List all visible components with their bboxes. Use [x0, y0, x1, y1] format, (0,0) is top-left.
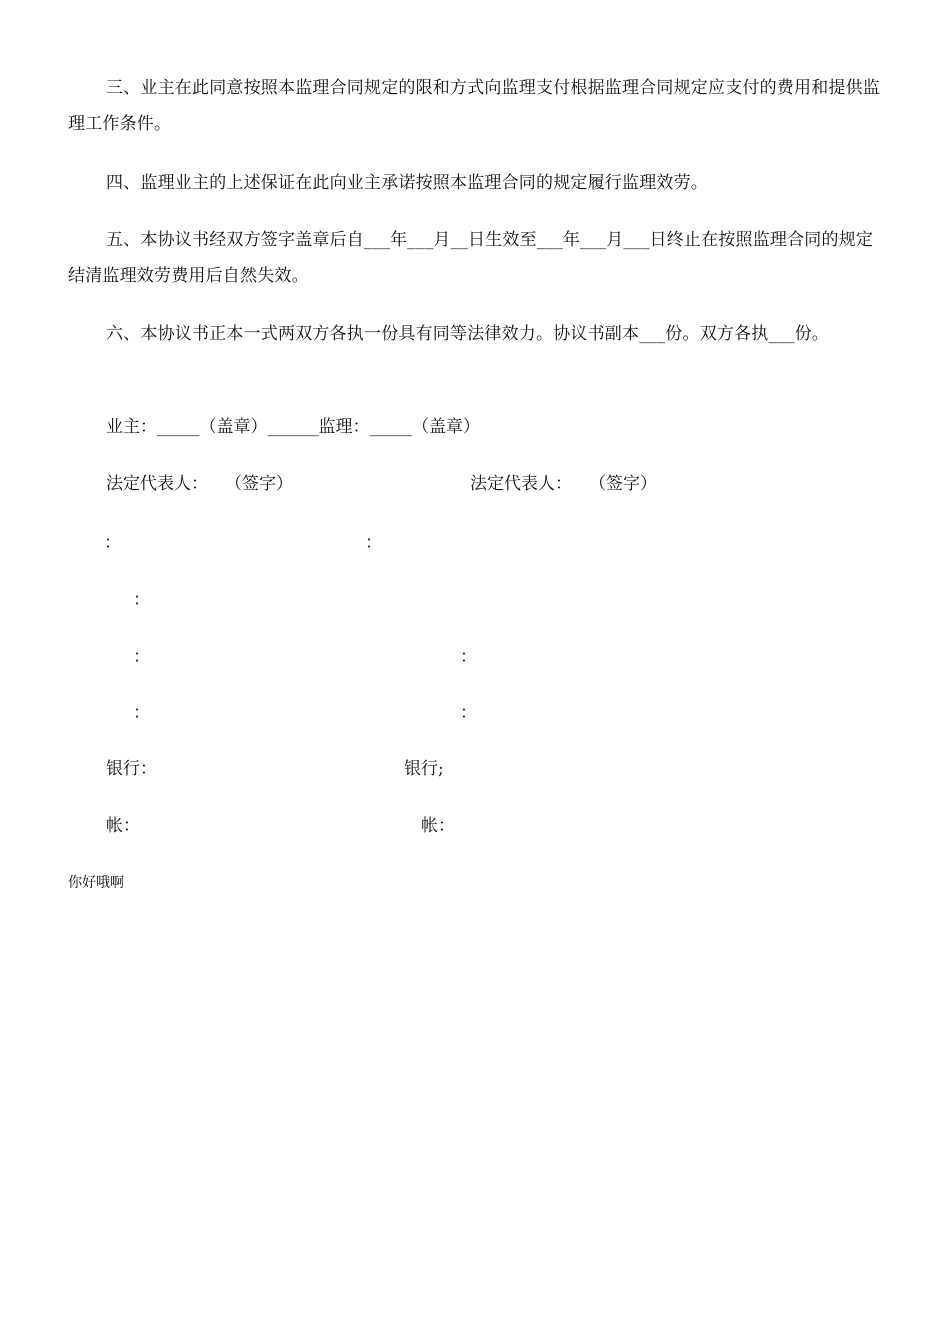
field-colon-left-2: ： [133, 590, 150, 610]
field-colon-right-3: ： [460, 647, 477, 667]
account-left: 帐： [106, 816, 140, 836]
field-colon-left-1: ： [104, 533, 121, 553]
field-colon-right-1: ： [365, 533, 382, 553]
clause-4: 四、监理业主的上述保证在此向业主承诺按照本监理合同的规定履行监理效劳。 [106, 173, 708, 193]
account-right: 帐： [421, 816, 455, 836]
legal-rep-right: 法定代表人： （签字） [470, 474, 657, 494]
field-colon-right-4: ： [460, 703, 477, 723]
field-colon-left-4: ： [133, 703, 150, 723]
legal-rep-left: 法定代表人： （签字） [106, 474, 293, 494]
clause-3: 三、业主在此同意按照本监理合同规定的限和方式向监理支付根据监理合同规定应支付的费用和提供监理工作条件。 [68, 78, 880, 134]
clause-6: 六、本协议书正本一式两双方各执一份具有同等法律效力。协议书副本___份。双方各执___份。 [106, 324, 829, 344]
bank-right: 银行; [404, 759, 444, 779]
bank-left: 银行： [106, 759, 157, 779]
field-colon-left-3: ： [133, 647, 150, 667]
parties-line: 业主：_____（盖章）______监理：_____（盖章） [106, 417, 480, 437]
footer-note: 你好哦啊 [68, 875, 124, 891]
clause-5: 五、本协议书经双方签字盖章后自___年___月__日生效至___年___月___日终止在按照监理合同的规定结清监理效劳费用后自然失效。 [68, 230, 874, 286]
